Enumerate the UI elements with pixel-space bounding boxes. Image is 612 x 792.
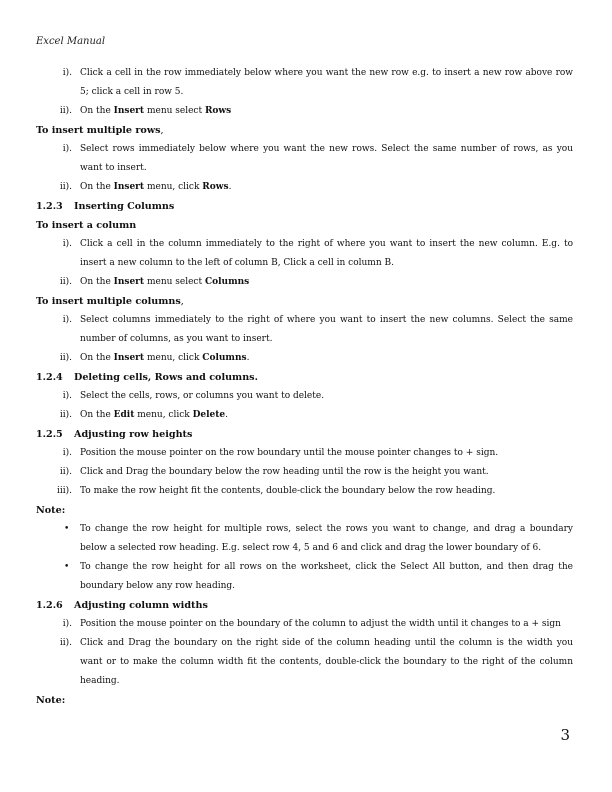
list-number: ii). <box>59 410 72 420</box>
bold-text: Columns <box>204 277 250 287</box>
list-number: ii). <box>59 106 72 116</box>
text-run: Select columns immediately to the right of where you want to insert the new columns. Select the same number of columns, as you want to insert. <box>80 315 573 344</box>
bullet-icon: • <box>64 524 70 534</box>
text-run: On the <box>80 106 114 116</box>
bold-text: Columns <box>202 353 247 363</box>
text-run: To change the row height for all rows on the worksheet, click the Select All button, and then drag the boundary below any row heading. <box>80 562 573 591</box>
list-number: ii). <box>59 353 72 363</box>
bold-text: Insert <box>113 182 145 192</box>
subheading-suffix: , <box>180 296 184 307</box>
text-run: Position the mouse pointer on the boundary of the column to adjust the width until it changes to a + sign <box>80 619 561 629</box>
list-text <box>80 634 573 691</box>
list-item <box>36 178 573 197</box>
subheading-text: Note: <box>36 695 66 706</box>
list-number: i). <box>62 391 72 401</box>
section-number: 1.2.3 <box>36 201 63 212</box>
list-text <box>80 444 573 463</box>
bold-text: Delete <box>192 410 226 420</box>
text-run: Click a cell in the column immediately to the right of where you want to insert the new column. E.g. to insert a new column to the left of column B, Click a cell in column B. <box>80 239 573 268</box>
subheading <box>36 292 573 311</box>
text-run: Click and Drag the boundary on the right side of the column heading until the column is the width you want or to make the column width fit the contents, double-click the boundary to the right of the column heading. <box>80 638 573 686</box>
list-item <box>36 463 573 482</box>
list-text <box>80 387 573 406</box>
list-text <box>80 482 573 501</box>
list-text <box>80 615 573 634</box>
list-item <box>36 140 573 178</box>
section-title: Inserting Columns <box>74 201 175 212</box>
text-run: . <box>246 353 250 363</box>
section-number: 1.2.6 <box>36 600 63 611</box>
list-number: ii). <box>59 182 72 192</box>
bold-text: Rows <box>202 182 229 192</box>
list-number: ii). <box>59 277 72 287</box>
list-number: ii). <box>59 467 72 477</box>
subheading-text: To insert a column <box>36 220 137 231</box>
list-item <box>36 634 573 691</box>
text-run: Select rows immediately below where you want the new rows. Select the same number of rows, as you want to insert. <box>80 144 573 173</box>
bold-text: Insert <box>113 353 145 363</box>
list-item <box>36 387 573 406</box>
text-run: To make the row height fit the contents, double-click the boundary below the row heading. <box>80 486 496 496</box>
list-item <box>36 102 573 121</box>
list-number: i). <box>62 448 72 458</box>
text-run: Select the cells, rows, or columns you want to delete. <box>80 391 325 401</box>
section-heading <box>36 368 573 387</box>
list-item <box>36 406 573 425</box>
text-run: menu select <box>144 277 205 287</box>
list-text <box>80 463 573 482</box>
list-number: i). <box>62 315 72 325</box>
bullet-item <box>36 558 573 596</box>
text-run: On the <box>80 410 114 420</box>
page-number: 3 <box>560 726 570 744</box>
bullet-item <box>36 520 573 558</box>
subheading-suffix: , <box>160 125 164 136</box>
list-item <box>36 349 573 368</box>
section-heading <box>36 596 573 615</box>
bullet-text <box>80 524 573 553</box>
document-body <box>36 64 573 710</box>
list-number: i). <box>62 68 72 78</box>
text-run: . <box>228 182 232 192</box>
bold-text: Edit <box>113 410 135 420</box>
subheading <box>36 121 573 140</box>
section-title: Deleting cells, Rows and columns. <box>74 372 258 383</box>
text-run: . <box>225 410 229 420</box>
section-heading <box>36 197 573 216</box>
text-run: Click and Drag the boundary below the row heading until the row is the height you want. <box>80 467 489 477</box>
bold-text: Rows <box>204 106 232 116</box>
list-text <box>80 235 573 273</box>
section-number: 1.2.5 <box>36 429 63 440</box>
list-text <box>80 311 573 349</box>
text-run: menu select <box>144 106 205 116</box>
list-number: iii). <box>56 486 72 496</box>
list-item <box>36 482 573 501</box>
bullet-icon: • <box>64 562 70 572</box>
list-text <box>80 406 573 425</box>
subheading <box>36 691 573 710</box>
text-run: Click a cell in the row immediately below where you want the new row e.g. to insert a new row above row 5; click a cell in row 5. <box>80 68 573 97</box>
running-header: Excel Manual <box>36 36 106 47</box>
list-item <box>36 64 573 102</box>
subheading-text: To insert multiple columns <box>36 296 181 307</box>
list-text <box>80 178 573 197</box>
subheading <box>36 501 573 520</box>
bold-text: Insert <box>113 106 145 116</box>
list-item <box>36 444 573 463</box>
subheading-text: Note: <box>36 505 66 516</box>
text-run: On the <box>80 277 114 287</box>
subheading-text: To insert multiple rows <box>36 125 161 136</box>
list-item <box>36 235 573 273</box>
text-run: menu, click <box>144 353 203 363</box>
list-text <box>80 349 573 368</box>
list-item <box>36 615 573 634</box>
text-run: Position the mouse pointer on the row boundary until the mouse pointer changes to + sign. <box>80 448 499 458</box>
section-heading <box>36 425 573 444</box>
list-text <box>80 273 573 292</box>
list-text <box>80 102 573 121</box>
text-run: menu, click <box>144 182 203 192</box>
list-item <box>36 273 573 292</box>
list-text <box>80 64 573 102</box>
bullet-text <box>80 562 573 591</box>
text-run: On the <box>80 182 114 192</box>
section-title: Adjusting row heights <box>74 429 193 440</box>
list-number: i). <box>62 619 72 629</box>
list-number: i). <box>62 239 72 249</box>
list-number: ii). <box>59 638 72 648</box>
list-item <box>36 311 573 349</box>
list-text <box>80 140 573 178</box>
bold-text: Insert <box>113 277 145 287</box>
text-run: menu, click <box>134 410 193 420</box>
text-run: To change the row height for multiple rows, select the rows you want to change, and drag a boundary below a selected row heading. E.g. select row 4, 5 and 6 and click and drag the lower boundary of 6. <box>80 524 573 553</box>
section-number: 1.2.4 <box>36 372 63 383</box>
subheading <box>36 216 573 235</box>
list-number: i). <box>62 144 72 154</box>
text-run: On the <box>80 353 114 363</box>
section-title: Adjusting column widths <box>74 600 208 611</box>
